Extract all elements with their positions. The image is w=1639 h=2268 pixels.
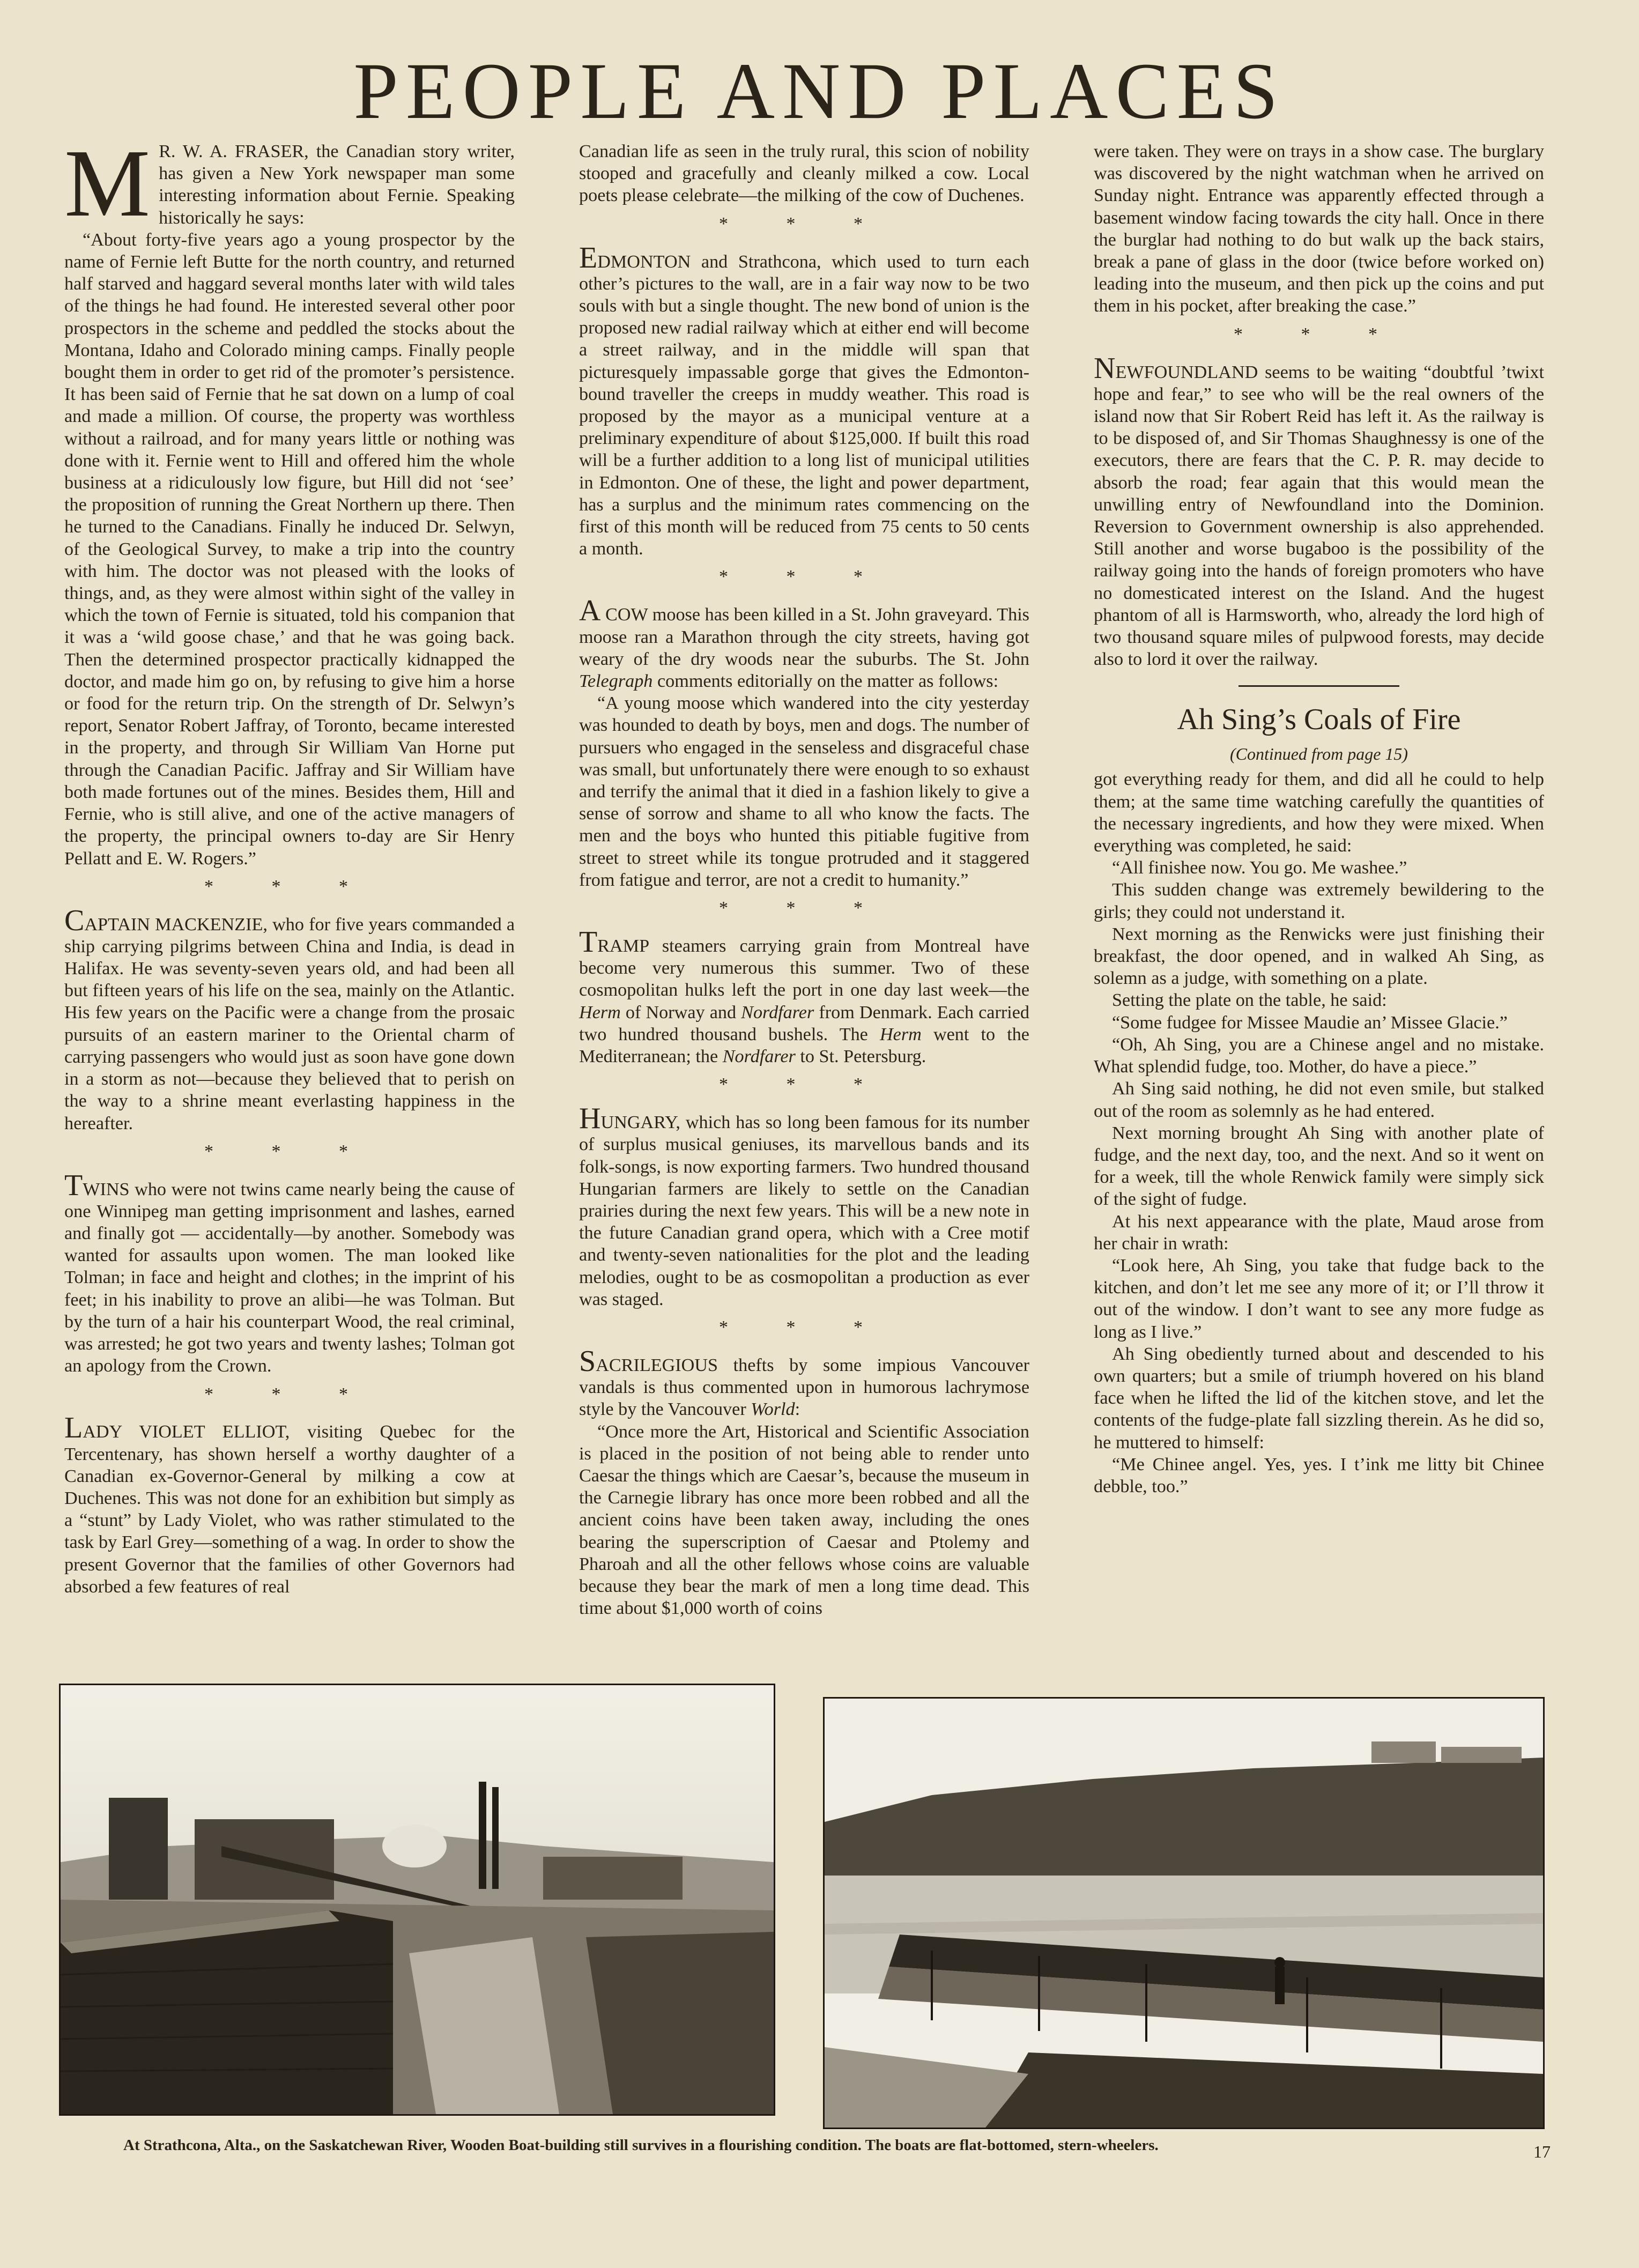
story-paragraph: Next morning brought Ah Sing with another plate of fudge, and the next day, too, and the next. And so it went on for a week, till the whole Renwick family were simply sick of the sight of fudge. [1094, 1123, 1544, 1210]
section-separator: * * * [719, 213, 889, 234]
column-2 [579, 140, 1029, 1619]
page-title: PEOPLE AND PLACES [353, 47, 1286, 136]
story-paragraph: got everything ready for them, and did all he could to help them; at the same time watching carefully the quantities of the necessary ingredients, and how they were mixed. When everything was completed, he said: [1094, 769, 1544, 856]
article-violet-elliot-cont: Canadian life as seen in the truly rural, this scion of nobility stooped and gracefully and cleanly milked a cow. Local poets please celebrate—the milking of the cow of Duchenes. [579, 142, 1029, 206]
lumber-yard-image [61, 1685, 774, 2114]
section-separator: * * * [204, 876, 375, 896]
section-separator: * * * [719, 1317, 889, 1338]
story-paragraph: “All finishee now. You go. Me washee.” [1112, 858, 1407, 878]
section-separator: * * * [204, 1141, 375, 1161]
column-1 [64, 130, 515, 1598]
article-edmonton: EDMONTON and Strathcona, which used to turn each other’s pictures to the wall, are in a fair way now to be two souls with but a single thought. The new bond of union is the proposed new radial railway which at either end will become a street railway, and in the middle will span that picturesquely impassable gorge that gives the Edmonton-bound traveller the creeps in muddy weather. This road is proposed by the mayor as a municipal venture at a preliminary expenditure of about $125,000. If built this road will be a further addition to a long list of municipal utilities in Edmonton. One of these, the light and power department, has a surplus and the minimum rates commencing on the first of this month will be reduced from 75 cents to 50 cents a month. [579, 241, 1029, 559]
divider-rule [1238, 685, 1399, 687]
story-paragraph: Next morning as the Renwicks were just finishing their breakfast, the door opened, and in walked Ah Sing, as solemn as a judge, with something on a plate. [1094, 924, 1544, 989]
article-moose: A COW moose has been killed in a St. John graveyard. This moose ran a Marathon through the city streets, having got weary of the dry woods near the suburbs. The St. John Telegraph comments editorially on the matter as follows: [579, 594, 1029, 691]
article-newfoundland: NEWFOUNDLAND seems to be waiting “doubtful ’twixt hope and fear,” to see who will be the real owners of the island now that Sir Robert Reid has left it. As the railway is to be disposed of, and Sir Thomas Shaughnessy is one of the executors, there are fears that the C. P. R. may decide to absorb the road; fear again that this would mean the unwilling entry of Newfoundland into the Dominion. Reversion to Government ownership is also apprehended. Still another and worse bugaboo is the possibility of the railway going into the hands of foreign promoters who have no domesticated interest on the Island. And the hugest phantom of all is Harmsworth, who, already the lord high of two thousand square miles of pulpwood forests, may decide also to lord it over the railway. [1094, 351, 1544, 670]
story-continuation-note: (Continued from page 15) [1229, 744, 1408, 764]
boat-building-image [825, 1699, 1543, 2128]
drop-cap: M [64, 130, 151, 236]
story-paragraph: Setting the plate on the table, he said: [1112, 990, 1387, 1011]
story-paragraph: “Some fudgee for Missee Maudie an’ Missee Glacie.” [1112, 1012, 1508, 1033]
section-separator: * * * [719, 898, 889, 918]
article-violet-elliot: LADY VIOLET ELLIOT, visiting Quebec for the Tercentenary, has shown herself a worthy daughter of a Canadian ex-Governor-General by milking a cow at Duchenes. This was not done for an exhibition but simply as a “stunt” by Lady Violet, who was rather stimulated to the task by Earl Grey—something of a wag. In order to show the present Governor that the families of other Governors had absorbed a few features of real [64, 1411, 515, 1597]
article-fraser-quote: “About forty-five years ago a young prospector by the name of Fernie left Butte for the north country, and returned half starved and haggard several months later with wild tales of the things he had found. He interested several other poor prospectors in the scheme and peddled the stocks about the Montana, Idaho and Colorado mining camps. Finally people bought them in order to get rid of the promoter’s persistence. It has been said of Fernie that he sat down on a lump of coal and made a million. Of course, the property was worthless without a railroad, and for many years little or nothing was done with it. Fernie went to Hill and offered him the whole business at a ridiculously low figure, but Hill did not ‘see’ the proposition of running the Great Northern up there. Then he turned to the Canadians. Finally he induced Dr. Selwyn, of the Geological Survey, to make a trip into the country with him. The doctor was not pleased with the looks of things, and, as they were almost within sight of the valley in which the town of Fernie is situated, told his companion that it was a ‘wild goose chase,’ and that he was going back. Then the determined prospector practically kidnapped the doctor, and made him go on, by refusing to give him a horse or food for the return trip. On the strength of Dr. Selwyn’s report, Senator Robert Jaffray, of Toronto, became interested in the property, and through Sir William Van Horne put through the Canadian Pacific. Jaffray and Sir William have both made fortunes out of the mines. Besides them, Hill and Fernie, who is still alive, and one of the active managers of the property, the principal owners to-day are Sir Henry Pellatt and E. W. Rogers.” [64, 229, 515, 869]
article-sacrilegious-quote: “Once more the Art, Historical and Scientific Association is placed in the position of not being able to render unto Caesar the things which are Caesar’s, because the museum in the Carnegie library has once more been robbed and all the ancient coins have been taken away, including the ones bearing the superscription of Caesar and Ptolemy and Pharoah and all the other fellows whose coins are valuable because they bear the mark of men a long time dead. This time about $1,000 worth of coins [579, 1421, 1029, 1619]
article-sacrilegious-cont: were taken. They were on trays in a show case. The burglary was discovered by the night watchman when he arrived on Sunday night. Entrance was apparently effected through a basement window facing towards the city hall. Once in there the burglar had nothing to do but walk up the back stairs, break a pane of glass in the door (twice before worked on) leading into the museum, and then pick up the coins and put them in his pocket, after breaking the case.” [1094, 142, 1544, 316]
section-separator: * * * [719, 1074, 889, 1095]
story-paragraph: Ah Sing said nothing, he did not even smile, but stalked out of the room as solemnly as he had entered. [1094, 1079, 1544, 1121]
section-separator: * * * [719, 567, 889, 587]
story-paragraph: Ah Sing obediently turned about and descended to his own quarters; but a smile of triumph hovered on his bland face when he lifted the lid of the kitchen stove, and let the contents of the fudge-plate fall sizzling therein. As he did so, he muttered to himself: [1094, 1344, 1544, 1452]
article-mackenzie: CAPTAIN MACKENZIE, who for five years commanded a ship carrying pilgrims between China and India, is dead in Halifax. He was seventy-seven years old, and had been all but fifteen years of his life on the sea, mainly on the Atlantic. His few years on the Pacific were a change from the prosaic pursuits of an eastern mariner to the Oriental charm of carrying passengers who would just as soon have gone down in a storm as not—because they believed that to perish on the way to a shrine meant everlasting happiness in the hereafter. [64, 903, 515, 1133]
article-fraser: M R. W. A. FRASER, the Canadian story writer, has given a New York newspaper man some interesting information about Fernie. Speaking historically he says: [64, 130, 515, 236]
article-sacrilegious: SACRILEGIOUS thefts by some impious Vancouver vandals is thus commented upon in humorous lachrymose style by the Vancouver World: [579, 1344, 1029, 1420]
section-separator: * * * [1234, 324, 1404, 344]
page-number: 17 [1533, 2142, 1551, 2161]
article-twins: TWINS who were not twins came nearly being the cause of one Winnipeg man getting imprisonment and lashes, earned and finally got — accidentally—by another. Somebody was wanted for assaults upon women. The man looked like Tolman; in face and height and clothes; in the imprint of his feet; in his inability to prove an alibi—he was Tolman. But by the turn of a hair his counterpart Wood, the real criminal, was arrested; he got two years and twenty lashes; Tolman got an apology from the Crown. [64, 1168, 515, 1376]
story-paragraph: This sudden change was extremely bewildering to the girls; they could not understand it. [1094, 880, 1544, 922]
story-paragraph: “Oh, Ah Sing, you are a Chinese angel and no mistake. What splendid fudge, too. Mother, do have a piece.” [1094, 1034, 1544, 1077]
story-paragraph: At his next appearance with the plate, Maud arose from her chair in wrath: [1094, 1211, 1544, 1254]
story-paragraph: “Look here, Ah Sing, you take that fudge back to the kitchen, and don’t let me see any more of it; or I’ll throw it out of the window. I don’t want to see any more fudge as long as I live.” [1094, 1255, 1544, 1342]
photo-lumber-yard [59, 1684, 775, 2116]
story-paragraph: “Me Chinee angel. Yes, yes. I t’ink me litty bit Chinee debble, too.” [1094, 1454, 1544, 1496]
article-hungary: HUNGARY, which has so long been famous for its number of surplus musical geniuses, its marvellous bands and its folk-songs, is now exporting farmers. Two hundred thousand Hungarian farmers are likely to settle on the Canadian prairies during the next few years. This will be a new note in the future Canadian grand opera, which with a Cree motif and twenty-seven nationalities for the plot and the leading melodies, ought to be as cosmopolitan a production as ever was staged. [579, 1102, 1029, 1309]
section-separator: * * * [204, 1384, 375, 1404]
column-3 [1094, 140, 1544, 1498]
story-title: Ah Sing’s Coals of Fire [1177, 703, 1461, 737]
photo-caption: At Strathcona, Alta., on the Saskatchewan River, Wooden Boat-building still survives in a flourishing condition. The boats are flat-bottomed, stern-wheelers. [123, 2137, 1159, 2154]
article-moose-quote: “A young moose which wandered into the city yesterday was hounded to death by boys, men and dogs. The number of pursuers who engaged in the senseless and disgraceful chase was small, but unfortunately there were enough to so exhaust and terrify the animal that it died in a fashion likely to give a sense of sorrow and shame to all who know the facts. The men and the boys who hunted this pitiable fugitive from street to street while its tongue protruded and it staggered from fatigue and terror, are not a credit to humanity.” [579, 693, 1029, 890]
photo-boat-building [823, 1697, 1545, 2129]
article-tramp-steamers: TRAMP steamers carrying grain from Montreal have become very numerous this summer. Two of these cosmopolitan hulks left the port in one day last week—the Herm of Norway and Nordfarer from Denmark. Each carried two hundred thousand bushels. The Herm went to the Mediterranean; the Nordfarer to St. Petersburg. [579, 925, 1029, 1067]
